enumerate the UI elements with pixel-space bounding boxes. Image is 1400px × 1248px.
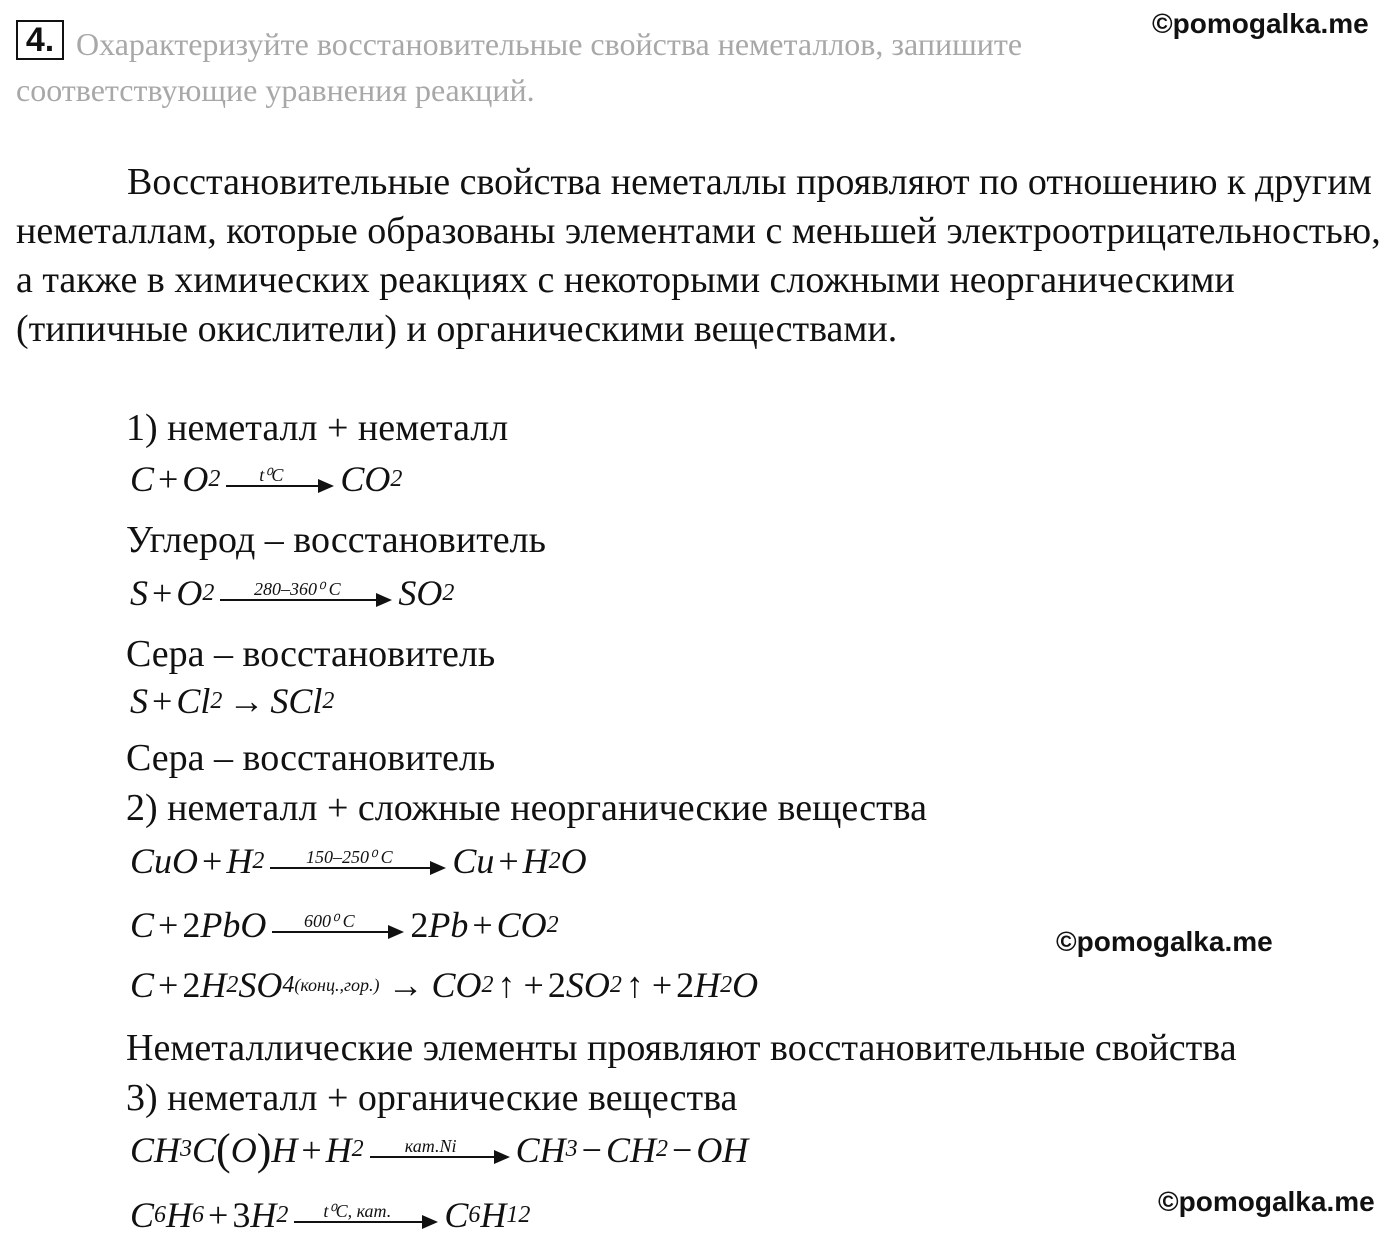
watermark-middle: ©pomogalka.me: [1056, 926, 1273, 957]
reaction-arrow: 150–250⁰ C: [270, 853, 446, 869]
reaction-arrow: t⁰C, кат.: [294, 1207, 438, 1223]
equation-5: C + 2 PbO 600⁰ C 2 Pb + CO 2: [130, 905, 559, 945]
section-2-heading: 2) неметалл + сложные неорганические вещества: [126, 787, 927, 829]
reaction-arrow: t⁰C: [226, 471, 334, 487]
equation-4: CuO + H 2 150–250⁰ C Cu + H 2 O: [130, 841, 587, 881]
section-3-heading: 3) неметалл + органические вещества: [126, 1077, 738, 1119]
reaction-arrow: 280–360⁰ C: [220, 585, 392, 601]
intro-paragraph: Восстановительные свойства неметаллы проявляют по отношению к другим неметаллам, которые образованы элементами с меньшей электроотрицательностью, а также в химических реакциях с некоторыми сложными неорганическими (типичные окислители) и органическими веществами.: [16, 161, 1381, 350]
watermark-top: ©pomogalka.me: [1152, 8, 1369, 39]
equation-8: C 6 H 6 + 3 H 2 t⁰C, кат. C 6 H 12: [130, 1195, 531, 1235]
equation-2: S + O 2 280–360⁰ C SO 2: [130, 573, 455, 613]
question-line-2: соответствующие уравнения реакций.: [16, 72, 535, 108]
note-sulfur-reducer-2: Сера – восстановитель: [126, 737, 496, 779]
reaction-arrow: 600⁰ C: [272, 917, 404, 933]
note-nonmetals-reducers: Неметаллические элементы проявляют восстановительные свойства: [126, 1027, 1237, 1069]
question-line-1: Охарактеризуйте восстановительные свойства неметаллов, запишите: [76, 26, 1023, 62]
equation-7: CH 3 C ( O ) H + H 2 кат.Ni CH 3 − CH 2 − OH: [130, 1125, 749, 1174]
section-1-heading: 1) неметалл + неметалл: [126, 407, 509, 449]
note-carbon-reducer: Углерод – восстановитель: [126, 519, 546, 561]
equation-1: C + O 2 t⁰C CO 2: [130, 459, 403, 499]
watermark-bottom: ©pomogalka.me: [1158, 1186, 1375, 1217]
note-sulfur-reducer-1: Сера – восстановитель: [126, 633, 496, 675]
equation-6: C + 2 H 2 SO 4 (конц.,гор.) → CO 2 ↑ + 2 SO 2 ↑ + 2 H 2 O: [130, 965, 759, 1005]
reaction-arrow: кат.Ni: [370, 1142, 510, 1158]
equation-3: S + Cl 2 → SCl 2: [130, 681, 335, 721]
task-number: 4.: [16, 20, 64, 60]
